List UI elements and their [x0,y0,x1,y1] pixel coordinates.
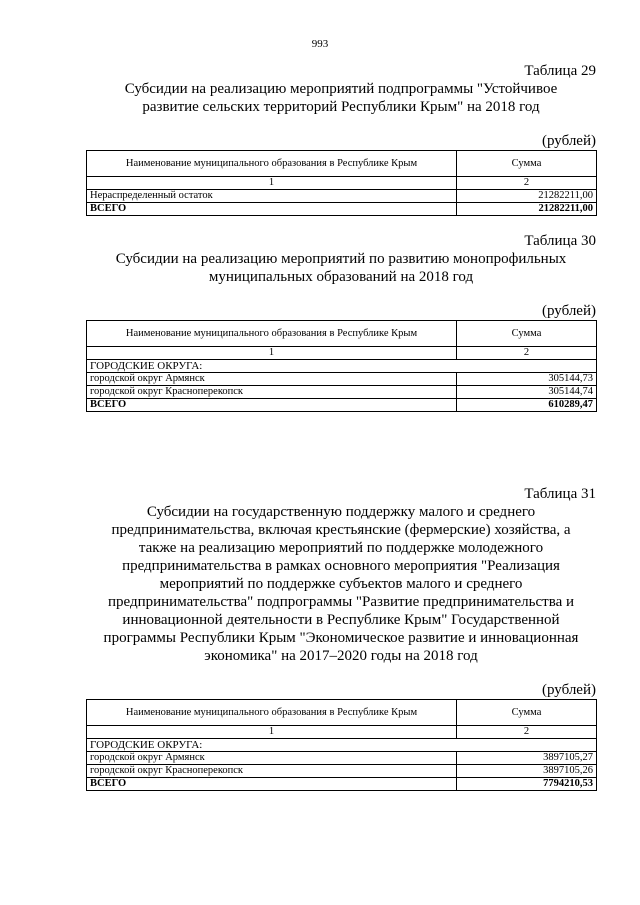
units-label: (рублей) [541,133,596,149]
table-31-label: Таблица 31 [524,486,596,502]
column-index: 1 [87,177,457,190]
column-header-sum: Сумма [457,321,597,347]
table-31 [86,699,597,791]
table-29-label: Таблица 29 [524,63,596,79]
row-value: 305144,74 [457,386,597,399]
table-31-title: Субсидии на государственную поддержку малого и среднего предпринимательства, включая крестьянские (фермерские) хозяйства, а также на реализацию мероприятий по поддержке молодежного предпринимательства в рамках основного мероприятия "Реализация мероприятий по поддержке субъектов малого и среднего предпринимательства" подпрограммы "Развитие предпринимательства и инновационной деятельности в Республике Крым" Государственной программы Республики Крым "Экономическое развитие и инновационная экономика" на 2017–2020 годы на 2018 год [103,504,579,664]
row-value: 305144,73 [457,373,597,386]
table-row [87,765,597,778]
total-row [87,203,597,216]
section-row [87,739,597,752]
table-30-title: Субсидии на реализацию мероприятий по развитию монопрофильных муниципальных образований на 2018 год [115,251,567,285]
section-row [87,360,597,373]
table-row [87,190,597,203]
column-header-name: Наименование муниципального образования в Республике Крым [87,321,457,347]
section-label: ГОРОДСКИЕ ОКРУГА: [87,739,597,752]
total-row [87,778,597,791]
column-index: 1 [87,726,457,739]
units-label: (рублей) [541,303,596,319]
row-name: городской округ Красноперекопск [87,765,457,778]
table-29-title: Субсидии на реализацию мероприятий подпрограммы "Устойчивое развитие сельских территорий Республики Крым" на 2018 год [124,81,558,115]
total-value: 7794210,53 [457,778,597,791]
column-index: 1 [87,347,457,360]
table-30-section [86,232,596,412]
table-row [87,752,597,765]
row-name: городской округ Красноперекопск [87,386,457,399]
column-header-name: Наименование муниципального образования в Республике Крым [87,700,457,726]
row-value: 3897105,26 [457,765,597,778]
total-value: 21282211,00 [457,203,597,216]
table-30 [86,320,597,412]
table-row [87,386,597,399]
page-number: 993 [311,38,329,50]
table-row [87,373,597,386]
column-header-sum: Сумма [457,700,597,726]
column-index: 2 [457,347,597,360]
total-row [87,399,597,412]
row-value: 21282211,00 [457,190,597,203]
table-29 [86,150,597,216]
column-index: 2 [457,726,597,739]
total-label: ВСЕГО [87,399,457,412]
table-30-label: Таблица 30 [524,233,596,249]
units-label: (рублей) [541,682,596,698]
total-value: 610289,47 [457,399,597,412]
section-label: ГОРОДСКИЕ ОКРУГА: [87,360,597,373]
table-31-section [86,485,596,791]
row-name: Нераспределенный остаток [87,190,457,203]
column-index: 2 [457,177,597,190]
row-value: 3897105,27 [457,752,597,765]
table-29-section [86,62,596,216]
column-header-name: Наименование муниципального образования в Республике Крым [87,151,457,177]
total-label: ВСЕГО [87,778,457,791]
row-name: городской округ Армянск [87,752,457,765]
row-name: городской округ Армянск [87,373,457,386]
total-label: ВСЕГО [87,203,457,216]
column-header-sum: Сумма [457,151,597,177]
